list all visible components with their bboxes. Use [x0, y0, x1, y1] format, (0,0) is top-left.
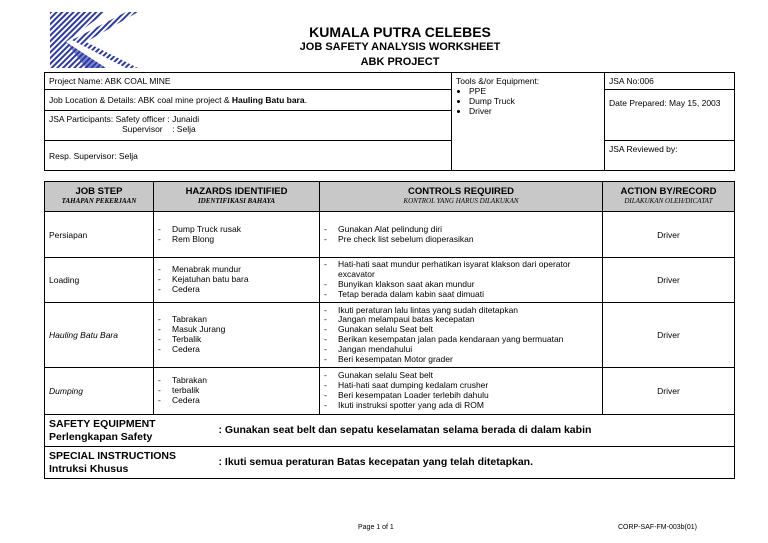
- tool-item: • Driver: [469, 106, 600, 116]
- header-hazards: HAZARDS IDENTIFIED IDENTIFIKASI BAHAYA: [154, 182, 320, 212]
- header-controls: CONTROLS REQUIRED KONTROL YANG HARUS DILAKUKAN: [320, 182, 603, 212]
- form-code: CORP-SAF-FM-003b(01): [618, 524, 697, 531]
- control-item: - Ikuti peraturan lalu lintas yang sudah ditetapkan: [324, 306, 598, 316]
- tools-list: [456, 86, 600, 116]
- header-action: ACTION BY/RECORD DILAKUKAN OLEH/DICATAT: [603, 182, 735, 212]
- instructions-table: [44, 414, 735, 479]
- controls-cell: [320, 258, 603, 303]
- hazard-item: - Tabrakan: [158, 376, 315, 386]
- company-logo: [46, 10, 138, 70]
- control-item: - Hati-hati saat mundur perhatikan isyarat klakson dari operator excavator: [324, 260, 598, 280]
- hazard-item: - Kejatuhan batu bara: [158, 275, 315, 285]
- hazards-cell: [154, 303, 320, 368]
- job-location: [45, 90, 452, 111]
- action-by: Driver: [603, 303, 735, 368]
- control-item: - Berikan kesempatan jalan pada kendaraan yang bermuatan: [324, 335, 598, 345]
- participants-safety-officer: JSA Participants: Safety officer : Junaidi: [49, 114, 200, 124]
- page-number: Page 1 of 1: [358, 524, 394, 531]
- table-row: [45, 258, 735, 303]
- special-instructions-title: SPECIAL INSTRUCTIONS: [49, 450, 176, 463]
- hazard-item: - Dump Truck rusak: [158, 225, 315, 235]
- tool-item: • PPE: [469, 86, 600, 96]
- job-location-text: Job Location & Details: ABK coal mine project &: [49, 95, 232, 105]
- jsa-table: [44, 181, 735, 415]
- project-title: ABK PROJECT: [360, 56, 440, 68]
- control-item: - Beri kesempatan Loader terlebih dahulu: [324, 391, 598, 401]
- participants-supervisor: Supervisor : Selja: [122, 124, 196, 134]
- special-instructions-subtitle: Intruksi Khusus: [49, 462, 129, 475]
- special-instructions-value: : Ikuti semua peraturan Batas kecepatan yang telah ditetapkan.: [215, 447, 735, 479]
- action-by: Driver: [603, 258, 735, 303]
- safety-equipment-title: SAFETY EQUIPMENT: [49, 418, 156, 431]
- resp-supervisor: Resp. Supervisor: Selja: [45, 141, 452, 171]
- hazard-item: - Cedera: [158, 285, 315, 295]
- job-location-highlight: Hauling Batu bara: [231, 95, 305, 105]
- safety-equipment-subtitle: Perlengkapan Safety: [49, 430, 153, 443]
- hazard-item: - terbalik: [158, 386, 315, 396]
- action-by: Driver: [603, 368, 735, 415]
- job-location-end: .: [304, 95, 307, 105]
- control-item: - Tetap berada dalam kabin saat dimuati: [324, 290, 598, 300]
- date-prepared: Date Prepared: May 15, 2003: [605, 90, 735, 141]
- hazard-item: - Menabrak mundur: [158, 265, 315, 275]
- hazard-item: - Cedera: [158, 396, 315, 406]
- control-item: - Jangan melampaui batas kecepatan: [324, 315, 598, 325]
- hazard-item: - Rem Blong: [158, 235, 315, 245]
- hazards-cell: [154, 258, 320, 303]
- hazard-item: - Terbalik: [158, 335, 315, 345]
- job-step: Dumping: [45, 368, 154, 415]
- tools-cell: [452, 73, 605, 171]
- control-item: - Jangan mendahului: [324, 345, 598, 355]
- tool-item: • Dump Truck: [469, 96, 600, 106]
- job-info-table: [44, 72, 735, 171]
- table-row: [45, 368, 735, 415]
- job-step: Persiapan: [45, 212, 154, 258]
- tools-label: Tools &/or Equipment:: [456, 76, 540, 86]
- control-item: - Gunakan selalu Seat belt: [324, 371, 598, 381]
- project-name: Project Name: ABK COAL MINE: [45, 73, 452, 90]
- document-title: JOB SAFETY ANALYSIS WORKSHEET: [299, 41, 501, 53]
- control-item: - Gunakan Alat pelindung diri: [324, 225, 598, 235]
- control-item: - Pre check list sebelum dioperasikan: [324, 235, 598, 245]
- controls-cell: [320, 303, 603, 368]
- table-row: [45, 212, 735, 258]
- controls-cell: [320, 368, 603, 415]
- hazard-item: - Masuk Jurang: [158, 325, 315, 335]
- jsa-participants: [45, 111, 452, 141]
- header-job-step: JOB STEP TAHAPAN PEKERJAAN: [45, 182, 154, 212]
- table-row: [45, 303, 735, 368]
- control-item: - Hati-hati saat dumping kedalam crusher: [324, 381, 598, 391]
- hazards-cell: [154, 368, 320, 415]
- company-name: KUMALA PUTRA CELEBES: [309, 24, 491, 40]
- control-item: - Ikuti instruksi spotter yang ada di ROM: [324, 401, 598, 411]
- safety-equipment-label: [45, 415, 215, 447]
- jsa-number: JSA No:006: [605, 73, 735, 90]
- hazards-cell: [154, 212, 320, 258]
- jsa-reviewed: JSA Reviewed by:: [605, 141, 735, 171]
- job-step: Loading: [45, 258, 154, 303]
- control-item: - Bunyikan klakson saat akan mundur: [324, 280, 598, 290]
- job-step: Hauling Batu Bara: [45, 303, 154, 368]
- special-instructions-label: [45, 447, 215, 479]
- hazard-item: - Cedera: [158, 345, 315, 355]
- control-item: - Gunakan selalu Seat belt: [324, 325, 598, 335]
- hazard-item: - Tabrakan: [158, 315, 315, 325]
- safety-equipment-value: : Gunakan seat belt dan sepatu keselamatan selama berada di dalam kabin: [215, 415, 735, 447]
- control-item: - Beri kesempatan Motor grader: [324, 355, 598, 365]
- controls-cell: [320, 212, 603, 258]
- action-by: Driver: [603, 212, 735, 258]
